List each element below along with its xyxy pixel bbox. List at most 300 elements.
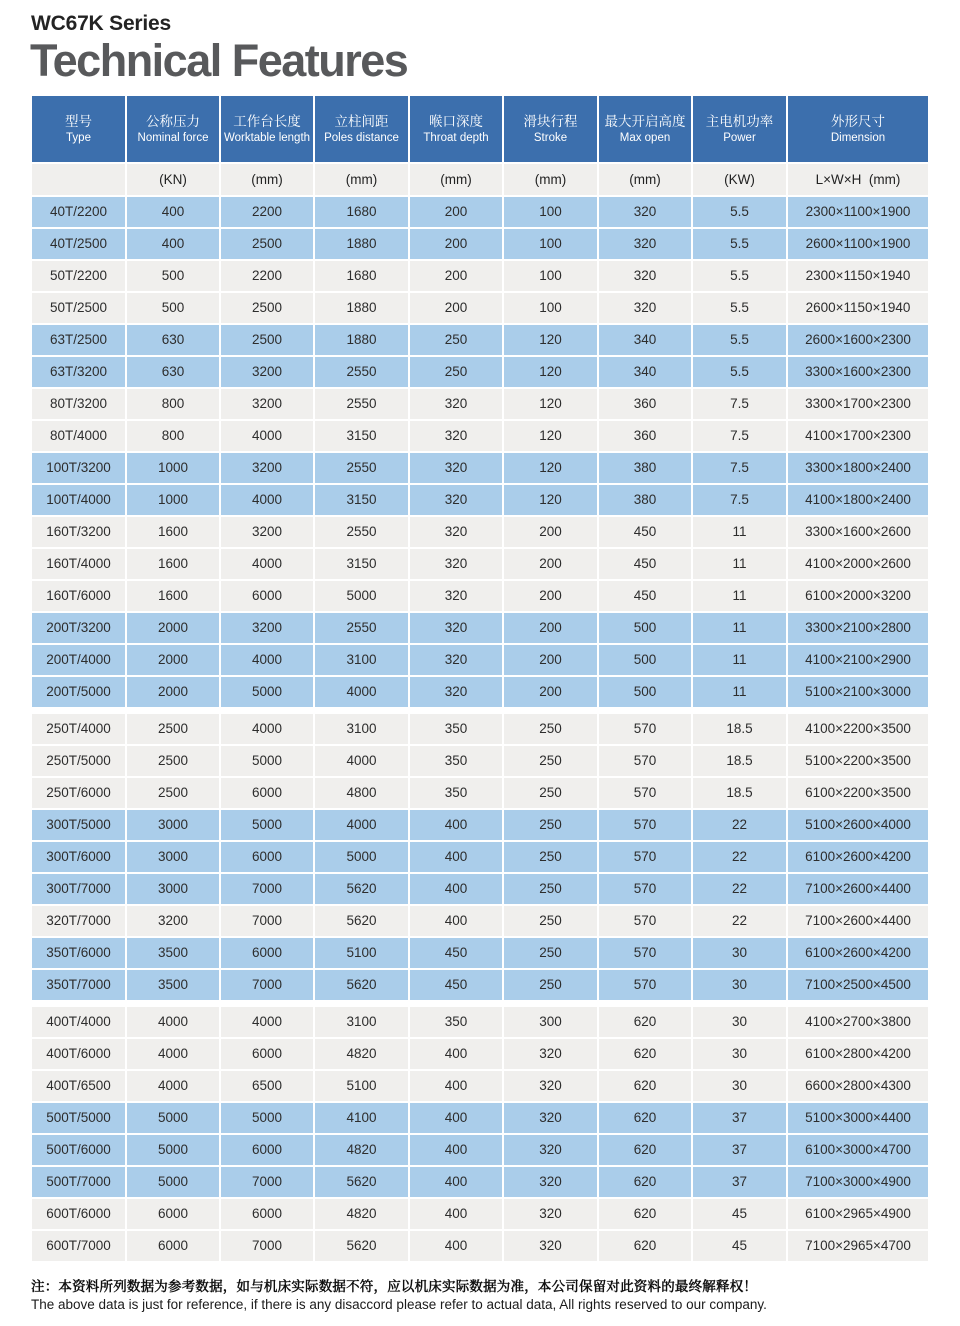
cell-poles_distance: 5620: [315, 874, 408, 904]
cell-throat_depth: 320: [410, 677, 502, 707]
cell-throat_depth: 450: [410, 938, 502, 968]
cell-poles_distance: 1880: [315, 229, 408, 259]
cell-type: 300T/5000: [32, 810, 125, 840]
cell-poles_distance: 5620: [315, 1231, 408, 1261]
cell-worktable_length: 6000: [221, 778, 313, 808]
cell-nominal_force: 3000: [127, 874, 219, 904]
cell-type: 300T/7000: [32, 874, 125, 904]
column-header-zh: 滑块行程: [523, 113, 578, 129]
cell-max_open: 570: [599, 810, 691, 840]
cell-poles_distance: 4000: [315, 810, 408, 840]
cell-nominal_force: 5000: [127, 1103, 219, 1133]
cell-stroke: 300: [504, 1007, 597, 1037]
table-units-row: [32, 164, 929, 195]
cell-dimension: 3300×2100×2800: [788, 613, 928, 643]
cell-max_open: 620: [599, 1231, 691, 1261]
cell-stroke: 200: [504, 613, 597, 643]
cell-throat_depth: 400: [410, 1039, 502, 1069]
series-name: WC67K Series: [31, 12, 171, 35]
cell-type: 160T/4000: [32, 549, 125, 579]
cell-max_open: 380: [599, 485, 691, 515]
cell-worktable_length: 3200: [221, 453, 313, 483]
column-header-throat-depth: [410, 96, 502, 162]
cell-nominal_force: 1000: [127, 485, 219, 515]
cell-dimension: 2300×1150×1940: [788, 261, 928, 291]
cell-worktable_length: 5000: [221, 746, 313, 776]
cell-nominal_force: 3000: [127, 842, 219, 872]
cell-nominal_force: 630: [127, 357, 219, 387]
column-header-en: Worktable length: [223, 132, 311, 145]
cell-power: 30: [693, 1007, 786, 1037]
cell-worktable_length: 4000: [221, 714, 313, 744]
cell-power: 7.5: [693, 389, 786, 419]
cell-poles_distance: 3150: [315, 549, 408, 579]
table-row: [32, 746, 929, 776]
cell-throat_depth: 400: [410, 1167, 502, 1197]
cell-max_open: 320: [599, 261, 691, 291]
column-header-en: Power: [723, 132, 756, 145]
column-header-en: Max open: [619, 132, 671, 145]
cell-worktable_length: 2200: [221, 197, 313, 227]
cell-dimension: 6100×2965×4900: [788, 1199, 928, 1229]
cell-stroke: 100: [504, 229, 597, 259]
cell-throat_depth: 400: [410, 810, 502, 840]
cell-stroke: 120: [504, 357, 597, 387]
cell-dimension: 6100×2600×4200: [788, 842, 928, 872]
footer-note: [31, 1275, 929, 1312]
cell-worktable_length: 2500: [221, 293, 313, 323]
cell-nominal_force: 3200: [127, 906, 219, 936]
cell-dimension: 7100×3000×4900: [788, 1167, 928, 1197]
cell-max_open: 620: [599, 1103, 691, 1133]
cell-dimension: 6100×3000×4700: [788, 1135, 928, 1165]
cell-max_open: 320: [599, 197, 691, 227]
cell-poles_distance: 5100: [315, 1071, 408, 1101]
cell-poles_distance: 5620: [315, 1167, 408, 1197]
cell-dimension: 5100×2600×4000: [788, 810, 928, 840]
cell-nominal_force: 500: [127, 293, 219, 323]
cell-stroke: 320: [504, 1135, 597, 1165]
cell-poles_distance: 4820: [315, 1135, 408, 1165]
cell-power: 37: [693, 1135, 786, 1165]
table-row: [32, 389, 929, 419]
cell-stroke: 100: [504, 197, 597, 227]
column-header-zh: 立柱间距: [334, 113, 389, 129]
table-row: [32, 1135, 929, 1165]
cell-type: 600T/7000: [32, 1231, 125, 1261]
cell-throat_depth: 320: [410, 421, 502, 451]
cell-nominal_force: 4000: [127, 1007, 219, 1037]
cell-power: 22: [693, 810, 786, 840]
cell-worktable_length: 4000: [221, 645, 313, 675]
cell-max_open: 340: [599, 325, 691, 355]
unit-cell-throat-depth: (mm): [410, 164, 502, 195]
cell-max_open: 620: [599, 1167, 691, 1197]
cell-dimension: 6100×2600×4200: [788, 938, 928, 968]
cell-poles_distance: 2550: [315, 517, 408, 547]
cell-stroke: 320: [504, 1231, 597, 1261]
cell-poles_distance: 4000: [315, 746, 408, 776]
cell-stroke: 320: [504, 1103, 597, 1133]
cell-poles_distance: 3100: [315, 645, 408, 675]
cell-poles_distance: 1680: [315, 197, 408, 227]
cell-throat_depth: 400: [410, 1135, 502, 1165]
cell-worktable_length: 3200: [221, 389, 313, 419]
column-header-zh: 工作台长度: [233, 113, 301, 129]
cell-dimension: 4100×1700×2300: [788, 421, 928, 451]
cell-poles_distance: 4820: [315, 1039, 408, 1069]
cell-type: 250T/5000: [32, 746, 125, 776]
table-row: [32, 1071, 929, 1101]
cell-type: 400T/4000: [32, 1007, 125, 1037]
cell-dimension: 4100×2000×2600: [788, 549, 928, 579]
cell-max_open: 320: [599, 229, 691, 259]
table-row: [32, 549, 929, 579]
column-header-type: [32, 96, 125, 162]
cell-dimension: 2300×1100×1900: [788, 197, 928, 227]
cell-dimension: 7100×2500×4500: [788, 970, 928, 1000]
cell-worktable_length: 6000: [221, 1199, 313, 1229]
cell-dimension: 3300×1800×2400: [788, 453, 928, 483]
cell-type: 350T/7000: [32, 970, 125, 1000]
column-header-en: Nominal force: [137, 132, 209, 145]
cell-throat_depth: 320: [410, 453, 502, 483]
cell-throat_depth: 320: [410, 485, 502, 515]
column-header-stroke: [504, 96, 597, 162]
cell-poles_distance: 3100: [315, 714, 408, 744]
cell-poles_distance: 1680: [315, 261, 408, 291]
cell-nominal_force: 5000: [127, 1167, 219, 1197]
cell-worktable_length: 4000: [221, 1007, 313, 1037]
cell-power: 5.5: [693, 357, 786, 387]
cell-worktable_length: 7000: [221, 1167, 313, 1197]
cell-power: 22: [693, 906, 786, 936]
cell-stroke: 100: [504, 261, 597, 291]
cell-max_open: 340: [599, 357, 691, 387]
cell-dimension: 5100×2100×3000: [788, 677, 928, 707]
column-header-dimension: [788, 96, 928, 162]
cell-poles_distance: 3150: [315, 485, 408, 515]
table-row: [32, 261, 929, 291]
cell-throat_depth: 320: [410, 549, 502, 579]
cell-nominal_force: 4000: [127, 1039, 219, 1069]
cell-throat_depth: 320: [410, 581, 502, 611]
cell-stroke: 120: [504, 421, 597, 451]
cell-max_open: 570: [599, 906, 691, 936]
cell-worktable_length: 2500: [221, 325, 313, 355]
table-row: [32, 645, 929, 675]
column-header-max-open: [599, 96, 691, 162]
cell-worktable_length: 6000: [221, 842, 313, 872]
table-row: [32, 874, 929, 904]
cell-throat_depth: 350: [410, 746, 502, 776]
cell-worktable_length: 5000: [221, 810, 313, 840]
cell-max_open: 620: [599, 1039, 691, 1069]
cell-type: 500T/5000: [32, 1103, 125, 1133]
cell-stroke: 200: [504, 677, 597, 707]
cell-type: 200T/3200: [32, 613, 125, 643]
cell-max_open: 450: [599, 581, 691, 611]
cell-max_open: 500: [599, 677, 691, 707]
cell-nominal_force: 1600: [127, 549, 219, 579]
cell-power: 22: [693, 842, 786, 872]
cell-power: 18.5: [693, 714, 786, 744]
cell-worktable_length: 5000: [221, 1103, 313, 1133]
cell-type: 350T/6000: [32, 938, 125, 968]
cell-worktable_length: 7000: [221, 906, 313, 936]
cell-nominal_force: 1600: [127, 517, 219, 547]
spec-table: [32, 96, 929, 1261]
cell-throat_depth: 350: [410, 1007, 502, 1037]
cell-throat_depth: 200: [410, 261, 502, 291]
cell-max_open: 500: [599, 645, 691, 675]
cell-dimension: 6600×2800×4300: [788, 1071, 928, 1101]
cell-dimension: 7100×2600×4400: [788, 906, 928, 936]
cell-throat_depth: 400: [410, 874, 502, 904]
cell-poles_distance: 4820: [315, 1199, 408, 1229]
table-row: [32, 229, 929, 259]
cell-power: 30: [693, 938, 786, 968]
cell-power: 30: [693, 1039, 786, 1069]
table-row: [32, 842, 929, 872]
cell-power: 37: [693, 1167, 786, 1197]
cell-max_open: 450: [599, 517, 691, 547]
cell-power: 5.5: [693, 229, 786, 259]
cell-nominal_force: 400: [127, 197, 219, 227]
cell-stroke: 250: [504, 938, 597, 968]
cell-max_open: 570: [599, 938, 691, 968]
cell-worktable_length: 6000: [221, 581, 313, 611]
table-row: [32, 293, 929, 323]
table-row: [32, 421, 929, 451]
cell-throat_depth: 400: [410, 842, 502, 872]
table-row: [32, 714, 929, 744]
cell-poles_distance: 3100: [315, 1007, 408, 1037]
cell-stroke: 120: [504, 453, 597, 483]
cell-throat_depth: 200: [410, 293, 502, 323]
cell-stroke: 320: [504, 1039, 597, 1069]
cell-power: 11: [693, 613, 786, 643]
cell-stroke: 120: [504, 325, 597, 355]
cell-dimension: 4100×2100×2900: [788, 645, 928, 675]
cell-power: 18.5: [693, 778, 786, 808]
cell-stroke: 250: [504, 714, 597, 744]
cell-type: 160T/3200: [32, 517, 125, 547]
cell-worktable_length: 2200: [221, 261, 313, 291]
cell-nominal_force: 1000: [127, 453, 219, 483]
cell-poles_distance: 2550: [315, 389, 408, 419]
cell-stroke: 250: [504, 842, 597, 872]
cell-poles_distance: 4000: [315, 677, 408, 707]
cell-nominal_force: 5000: [127, 1135, 219, 1165]
cell-max_open: 570: [599, 714, 691, 744]
table-row: [32, 938, 929, 968]
column-header-zh: 最大开启高度: [604, 113, 686, 129]
cell-poles_distance: 2550: [315, 453, 408, 483]
unit-cell-type: [32, 164, 125, 195]
cell-throat_depth: 400: [410, 1103, 502, 1133]
cell-nominal_force: 6000: [127, 1199, 219, 1229]
cell-dimension: 2600×1100×1900: [788, 229, 928, 259]
cell-max_open: 620: [599, 1071, 691, 1101]
cell-throat_depth: 320: [410, 517, 502, 547]
cell-nominal_force: 500: [127, 261, 219, 291]
cell-type: 50T/2200: [32, 261, 125, 291]
page-title: Technical Features: [30, 35, 408, 86]
cell-power: 18.5: [693, 746, 786, 776]
table-row: [32, 1039, 929, 1069]
column-header-zh: 外形尺寸: [831, 113, 885, 129]
cell-throat_depth: 350: [410, 714, 502, 744]
unit-cell-poles-distance: (mm): [315, 164, 408, 195]
cell-dimension: 7100×2600×4400: [788, 874, 928, 904]
cell-stroke: 250: [504, 906, 597, 936]
cell-stroke: 250: [504, 810, 597, 840]
cell-type: 500T/6000: [32, 1135, 125, 1165]
table-row: [32, 517, 929, 547]
cell-power: 37: [693, 1103, 786, 1133]
cell-throat_depth: 400: [410, 906, 502, 936]
column-header-en: Dimension: [830, 132, 886, 145]
cell-nominal_force: 400: [127, 229, 219, 259]
cell-max_open: 570: [599, 970, 691, 1000]
cell-nominal_force: 2500: [127, 778, 219, 808]
cell-poles_distance: 1880: [315, 325, 408, 355]
column-header-zh: 型号: [65, 113, 92, 129]
cell-throat_depth: 320: [410, 645, 502, 675]
table-row: [32, 325, 929, 355]
unit-cell-power: (KW): [693, 164, 786, 195]
cell-power: 22: [693, 874, 786, 904]
cell-throat_depth: 250: [410, 325, 502, 355]
table-row: [32, 357, 929, 387]
cell-power: 5.5: [693, 197, 786, 227]
column-header-nominal-force: [127, 96, 219, 162]
cell-poles_distance: 5000: [315, 581, 408, 611]
cell-dimension: 6100×2200×3500: [788, 778, 928, 808]
cell-dimension: 5100×3000×4400: [788, 1103, 928, 1133]
cell-stroke: 250: [504, 778, 597, 808]
cell-type: 300T/6000: [32, 842, 125, 872]
cell-worktable_length: 7000: [221, 1231, 313, 1261]
column-header-en: Throat depth: [423, 132, 489, 145]
cell-worktable_length: 6500: [221, 1071, 313, 1101]
cell-nominal_force: 3500: [127, 938, 219, 968]
cell-nominal_force: 630: [127, 325, 219, 355]
cell-nominal_force: 3000: [127, 810, 219, 840]
cell-worktable_length: 2500: [221, 229, 313, 259]
cell-type: 160T/6000: [32, 581, 125, 611]
cell-max_open: 360: [599, 389, 691, 419]
cell-poles_distance: 5620: [315, 970, 408, 1000]
column-header-zh: 主电机功率: [705, 113, 774, 129]
table-header-row: [32, 96, 929, 162]
cell-poles_distance: 3150: [315, 421, 408, 451]
cell-poles_distance: 2550: [315, 613, 408, 643]
cell-type: 40T/2200: [32, 197, 125, 227]
cell-power: 11: [693, 581, 786, 611]
column-header-en: Stroke: [533, 132, 568, 145]
cell-type: 250T/6000: [32, 778, 125, 808]
cell-type: 320T/7000: [32, 906, 125, 936]
cell-nominal_force: 800: [127, 389, 219, 419]
cell-poles_distance: 4800: [315, 778, 408, 808]
cell-worktable_length: 6000: [221, 1135, 313, 1165]
cell-max_open: 320: [599, 293, 691, 323]
cell-dimension: 2600×1600×2300: [788, 325, 928, 355]
cell-stroke: 100: [504, 293, 597, 323]
table-body: [32, 197, 929, 1261]
cell-max_open: 620: [599, 1007, 691, 1037]
table-row: [32, 810, 929, 840]
cell-nominal_force: 2000: [127, 645, 219, 675]
cell-type: 500T/7000: [32, 1167, 125, 1197]
cell-dimension: 5100×2200×3500: [788, 746, 928, 776]
cell-stroke: 120: [504, 389, 597, 419]
cell-stroke: 200: [504, 517, 597, 547]
cell-nominal_force: 6000: [127, 1231, 219, 1261]
column-header-poles-distance: [315, 96, 408, 162]
cell-max_open: 620: [599, 1199, 691, 1229]
unit-cell-nominal-force: (KN): [127, 164, 219, 195]
cell-stroke: 250: [504, 746, 597, 776]
cell-nominal_force: 2000: [127, 613, 219, 643]
cell-type: 600T/6000: [32, 1199, 125, 1229]
table-row: [32, 677, 929, 707]
cell-dimension: 6100×2800×4200: [788, 1039, 928, 1069]
table-row: [32, 1231, 929, 1261]
cell-stroke: 320: [504, 1167, 597, 1197]
column-header-zh: 公称压力: [146, 113, 200, 129]
cell-worktable_length: 6000: [221, 1039, 313, 1069]
column-header-en: Type: [66, 132, 91, 145]
cell-max_open: 450: [599, 549, 691, 579]
cell-throat_depth: 200: [410, 197, 502, 227]
cell-worktable_length: 7000: [221, 970, 313, 1000]
cell-poles_distance: 1880: [315, 293, 408, 323]
cell-dimension: 2600×1150×1940: [788, 293, 928, 323]
cell-power: 45: [693, 1199, 786, 1229]
cell-worktable_length: 4000: [221, 485, 313, 515]
cell-dimension: 4100×2700×3800: [788, 1007, 928, 1037]
footer-note-zh: 注：本资料所列数据为参考数据，如与机床实际数据不符，应以机床实际数据为准，本公司保留对此资料的最终解释权！: [31, 1279, 758, 1295]
cell-stroke: 200: [504, 581, 597, 611]
cell-type: 200T/4000: [32, 645, 125, 675]
cell-throat_depth: 200: [410, 229, 502, 259]
cell-nominal_force: 2500: [127, 714, 219, 744]
cell-dimension: 3300×1600×2300: [788, 357, 928, 387]
cell-worktable_length: 4000: [221, 421, 313, 451]
cell-worktable_length: 3200: [221, 613, 313, 643]
cell-type: 63T/2500: [32, 325, 125, 355]
cell-max_open: 360: [599, 421, 691, 451]
cell-type: 80T/3200: [32, 389, 125, 419]
unit-cell-worktable-length: (mm): [221, 164, 313, 195]
cell-throat_depth: 400: [410, 1231, 502, 1261]
table-row: [32, 1103, 929, 1133]
cell-worktable_length: 4000: [221, 549, 313, 579]
cell-poles_distance: 2550: [315, 357, 408, 387]
cell-stroke: 200: [504, 549, 597, 579]
cell-type: 400T/6000: [32, 1039, 125, 1069]
cell-max_open: 620: [599, 1135, 691, 1165]
table-row: [32, 970, 929, 1000]
cell-throat_depth: 250: [410, 357, 502, 387]
cell-power: 30: [693, 970, 786, 1000]
cell-type: 200T/5000: [32, 677, 125, 707]
unit-cell-max-open: (mm): [599, 164, 691, 195]
table-row: [32, 906, 929, 936]
